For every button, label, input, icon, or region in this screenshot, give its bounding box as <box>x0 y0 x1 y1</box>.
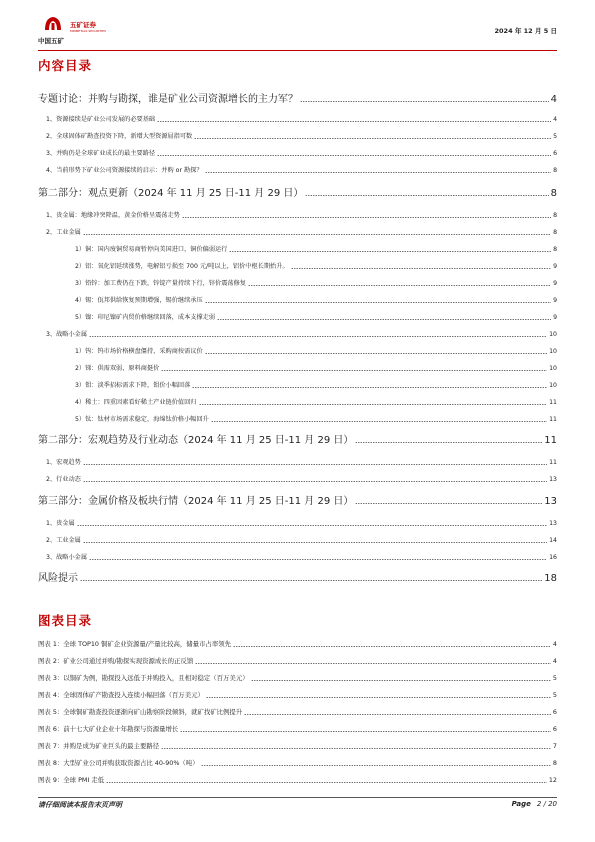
toc-entry-l3[interactable] <box>38 244 557 253</box>
toc-entry-l3[interactable] <box>38 363 557 372</box>
toc-entry-text: 1）铜：国内废铜贸易商暂停向美国进口，铜价偏弱运行 <box>75 246 228 253</box>
toc-entry-page: 13 <box>549 520 557 527</box>
figure-entry-text: 图表 3：以铜矿为例，勘探投入远低于并购投入，且相对稳定（百万美元） <box>38 674 249 682</box>
leader-dots <box>233 646 551 647</box>
leader-dots <box>217 319 551 320</box>
toc-entry-page: 5 <box>553 133 557 140</box>
figure-entry-page: 8 <box>552 759 557 767</box>
toc-entry-text: 1）钨：钨市场价格横盘僵持，采购商按需议价 <box>75 348 203 355</box>
toc-entry-l3[interactable] <box>38 346 557 355</box>
header-divider <box>38 50 557 51</box>
footer-divider <box>38 797 557 798</box>
toc-entry-text: 5）钛：钛材市场需求稳定，海绵钛价格小幅回升 <box>75 416 209 423</box>
figure-entry[interactable] <box>38 656 557 665</box>
leader-dots <box>192 387 547 388</box>
leader-dots <box>77 525 547 526</box>
toc-entry-l3[interactable] <box>38 278 557 287</box>
toc-entry-text: 2、全球固体矿勘查投资下降，新增大型资源屈指可数 <box>46 133 193 140</box>
leader-dots <box>205 302 551 303</box>
minmetals-logo-icon <box>43 15 63 31</box>
toc-entry-text: 4）稀土：四重因素看好稀土产业链价值回归 <box>75 399 197 406</box>
leader-dots <box>244 714 551 715</box>
toc-entry-l3[interactable] <box>38 380 557 389</box>
toc-entry-page: 8 <box>553 212 557 219</box>
toc-entry-text: 1、贵金属 <box>46 520 75 527</box>
toc-entry-l2[interactable] <box>38 114 557 123</box>
toc-entry-l2[interactable] <box>38 148 557 157</box>
toc-entry-text: 第二部分：宏观趋势及行业动态（2024 年 11 月 25 日-11 月 29 日） <box>38 435 354 446</box>
figure-entry[interactable] <box>38 707 557 716</box>
figure-entry-page: 6 <box>552 708 557 716</box>
toc-entry-page: 16 <box>549 554 557 561</box>
leader-dots <box>161 748 551 749</box>
figure-entry-text: 图表 9：全球 PMI 走低 <box>38 776 105 784</box>
figure-entry-text: 图表 5：全球铜矿勘查投资逐渐向矿山勘察阶段倾斜，就矿找矿比例提升 <box>38 708 243 716</box>
toc-entry-page: 18 <box>544 573 557 584</box>
toc-entry-page: 9 <box>553 314 557 321</box>
figure-entry-text: 图表 4：全球固体矿产勘查投入连续小幅回落（百万美元） <box>38 691 204 699</box>
leader-dots <box>180 731 551 732</box>
figure-entry[interactable] <box>38 758 557 767</box>
toc-entry-text: 3）铅锌：加工费仍在下跌，锌锭产量持续下行，锌价震荡修复 <box>75 280 246 287</box>
toc-entry-page: 11 <box>544 435 557 446</box>
leader-dots <box>206 697 551 698</box>
page-indicator <box>512 800 557 808</box>
toc-entry-l2[interactable] <box>38 457 557 466</box>
figure-entry-page: 12 <box>548 776 557 784</box>
toc-entry-text: 3、战略小金属 <box>46 331 88 338</box>
page-number: 2 / 20 <box>536 800 557 808</box>
toc-entry-text: 5）镍：印尼镍矿内贸价格继续回落，成本支撑走弱 <box>75 314 216 321</box>
leader-dots <box>157 155 551 156</box>
toc-entry-text: 3、战略小金属 <box>46 554 88 561</box>
toc-entry-text: 1、贵金属：地缘冲突降温，黄金价格呈震荡走势 <box>46 212 180 219</box>
toc-entry-l2[interactable] <box>38 552 557 561</box>
leader-dots <box>205 353 547 354</box>
figure-entry[interactable] <box>38 690 557 699</box>
toc-entry-l2[interactable] <box>38 329 557 338</box>
toc-entry-l3[interactable] <box>38 312 557 321</box>
figure-entry[interactable] <box>38 673 557 682</box>
toc-entry-text: 专题讨论：并购与勘探，谁是矿业公司资源增长的主力军？ <box>38 94 298 105</box>
toc-entry-page: 10 <box>549 348 557 355</box>
leader-dots <box>291 268 551 269</box>
toc-entry-text: 风险提示 <box>38 573 78 584</box>
toc-entry-page: 13 <box>549 476 557 483</box>
toc-entry-l3[interactable] <box>38 414 557 423</box>
toc-entry-text: 2、工业金属 <box>46 229 81 236</box>
figure-entry[interactable] <box>38 741 557 750</box>
toc-entry-page: 10 <box>549 365 557 372</box>
leader-dots <box>106 782 547 783</box>
toc-entry-page: 8 <box>550 188 557 199</box>
toc-entry-l2[interactable] <box>38 474 557 483</box>
toc-entry-l2[interactable] <box>38 535 557 544</box>
report-date: 2024 年 12 月 5 日 <box>494 27 557 35</box>
toc-entry-l1[interactable] <box>38 91 557 105</box>
leader-dots <box>83 464 547 465</box>
figure-entry-page: 5 <box>552 674 557 682</box>
toc-entry-l3[interactable] <box>38 261 557 270</box>
figure-entry[interactable] <box>38 724 557 733</box>
figure-entry-text: 图表 7：并购是成为矿业巨头的最主要路径 <box>38 742 160 750</box>
figure-entry-text: 图表 6：前十七大矿业企业十年勘探与资源量增长 <box>38 725 179 733</box>
figure-entry-text: 图表 8：大型矿业公司并购获取资源占比 40-90%（吨） <box>38 759 199 767</box>
toc-entry-page: 9 <box>553 263 557 270</box>
toc-entry-text: 2）铝：氧化铝延续涨势，电解铝亏损至 700 元/吨以上，铝价中枢长期抬升。 <box>75 263 289 270</box>
toc-entry-text: 3）钼：淡季招标需求下降，钼价小幅回落 <box>75 382 191 389</box>
toc-entry-page: 14 <box>549 537 557 544</box>
toc-entry-page: 8 <box>553 246 557 253</box>
leader-dots <box>229 251 551 252</box>
company-logo <box>38 14 118 48</box>
leader-dots <box>83 542 547 543</box>
figure-entry-page: 6 <box>552 725 557 733</box>
figures-title: 图表目录 <box>38 613 93 628</box>
toc-entry-l3[interactable] <box>38 397 557 406</box>
toc-entry-page: 4 <box>550 94 557 105</box>
toc-entry-page: 11 <box>549 459 557 466</box>
leader-dots <box>161 370 547 371</box>
brand-name: 五矿证券 <box>70 21 96 29</box>
leader-dots <box>194 138 551 139</box>
toc-entry-page: 6 <box>553 150 557 157</box>
leader-dots <box>83 234 551 235</box>
toc-entry-page: 9 <box>553 280 557 287</box>
figure-entry-text: 图表 1：全球 TOP10 铜矿企业资源量/产量比较高，储量市占率领先 <box>38 640 231 648</box>
toc-entry-text: 3、并购仍是全球矿业成长的最主要路径 <box>46 150 156 157</box>
toc-entry-text: 1、宏观趋势 <box>46 459 81 466</box>
toc-entry-page: 8 <box>553 167 557 174</box>
toc-entry-l1[interactable] <box>38 493 557 507</box>
toc-entry-text: 第三部分：金属价格及板块行情（2024 年 11 月 25 日-11 月 29 日） <box>38 496 354 507</box>
toc-entry-page: 10 <box>549 382 557 389</box>
toc-entry-page: 9 <box>553 297 557 304</box>
toc-entry-page: 10 <box>549 331 557 338</box>
toc-entry-l2[interactable] <box>38 518 557 527</box>
toc-entry-l2[interactable] <box>38 227 557 236</box>
toc-entry-l3[interactable] <box>38 295 557 304</box>
figure-entry[interactable] <box>38 639 557 648</box>
leader-dots <box>201 765 551 766</box>
toc-entry-text: 2、行业动态 <box>46 476 81 483</box>
toc-entry-text: 4、当前形势下矿业公司资源接续的启示：并购 or 勘探？ <box>46 167 203 174</box>
toc-entry-page: 13 <box>544 496 557 507</box>
toc-entry-l2[interactable] <box>38 165 557 174</box>
leader-dots <box>89 336 547 337</box>
toc-entry-l2[interactable] <box>38 131 557 140</box>
toc-entry-page: 11 <box>549 399 557 406</box>
leader-dots <box>355 442 542 443</box>
leader-dots <box>305 195 548 196</box>
figure-entry-page: 7 <box>552 742 557 750</box>
toc-entry-text: 2）锑：供需双弱，原料商挺价 <box>75 365 160 372</box>
toc-title: 内容目录 <box>38 58 93 73</box>
leader-dots <box>355 503 542 504</box>
toc-entry-l1[interactable] <box>38 185 557 199</box>
leader-dots <box>157 121 551 122</box>
page-label: Page <box>511 800 531 808</box>
toc-entry-page: 8 <box>553 229 557 236</box>
leader-dots <box>199 404 548 405</box>
leader-dots <box>251 680 551 681</box>
figure-entry[interactable] <box>38 775 557 784</box>
figure-entry-page: 5 <box>552 691 557 699</box>
figure-entry-text: 图表 2：矿业公司通过并购/勘探实现资源成长的正反馈 <box>38 657 194 665</box>
leader-dots <box>300 101 549 102</box>
leader-dots <box>80 580 542 581</box>
figure-entry-page: 4 <box>552 640 557 648</box>
toc-entry-l1[interactable] <box>38 432 557 446</box>
toc-entry-l1[interactable] <box>38 570 557 584</box>
leader-dots <box>195 663 551 664</box>
toc-entry-page: 4 <box>553 116 557 123</box>
firm-name: 中国五矿 <box>38 37 64 45</box>
leader-dots <box>83 481 547 482</box>
leader-dots <box>211 421 547 422</box>
leader-dots <box>248 285 551 286</box>
leader-dots <box>182 217 551 218</box>
page-header <box>38 14 557 48</box>
toc-entry-text: 2、工业金属 <box>46 537 81 544</box>
leader-dots <box>205 172 552 173</box>
footer-disclaimer: 请仔细阅读本报告末页声明 <box>38 800 122 809</box>
toc-entry-l2[interactable] <box>38 210 557 219</box>
brand-name-english: MINMETALS SECURITIES <box>70 29 106 33</box>
toc-entry-text: 第二部分：观点更新（2024 年 11 月 25 日-11 月 29 日） <box>38 188 304 199</box>
figure-entry-page: 4 <box>552 657 557 665</box>
toc-entry-page: 11 <box>549 416 557 423</box>
toc-entry-text: 1、资源接续是矿业公司发展的必要基础 <box>46 116 156 123</box>
leader-dots <box>89 559 547 560</box>
toc-entry-text: 4）锡：佤邦供给恢复预期增强，锡价继续承压 <box>75 297 203 304</box>
